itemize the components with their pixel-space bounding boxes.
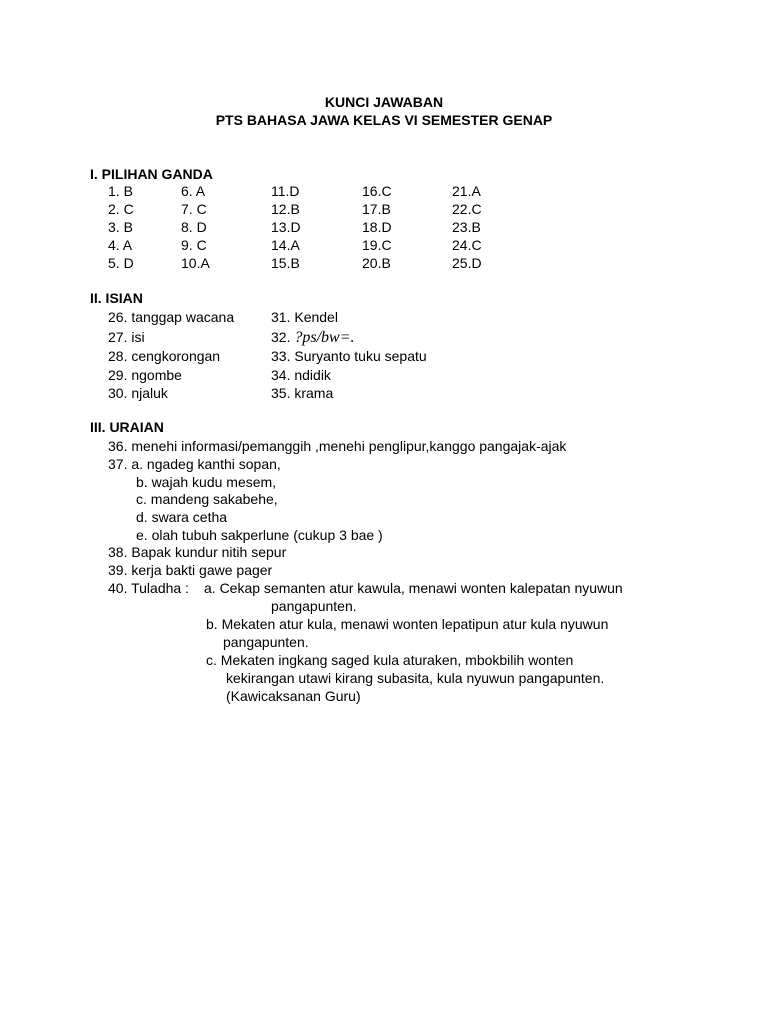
answer-item: 34. ndidik <box>271 367 331 383</box>
answer-40-b: b. Mekaten atur kula, menawi wonten lepatipun atur kula nyuwun <box>206 616 609 632</box>
answer-item: 10.A <box>181 255 210 271</box>
answer-item: 4. A <box>108 237 133 253</box>
answer-item: 11.D <box>271 183 300 199</box>
answer-item: 35. krama <box>271 385 334 401</box>
answer-subitem: b. wajah kudu mesem, <box>136 474 277 490</box>
answer-item-39: 39. kerja bakti gawe pager <box>108 562 273 578</box>
answer-item: 24.C <box>452 237 482 253</box>
answer-item: 25.D <box>452 255 482 271</box>
answer-item: 6. A <box>181 183 206 199</box>
answer-item: 26. tanggap wacana <box>108 309 235 325</box>
answer-item: 5. D <box>108 255 134 271</box>
answer-item-36: 36. menehi informasi/pemanggih ,menehi penglipur,kanggo pangajak-ajak <box>108 438 567 454</box>
answer-40-c: c. Mekaten ingkang saged kula aturaken, mbokbilih wonten <box>206 652 574 668</box>
answer-item: 30. njaluk <box>108 385 168 401</box>
answer-item: 28. cengkorongan <box>108 348 221 364</box>
section-heading-pilihan-ganda: I. PILIHAN GANDA <box>90 166 213 182</box>
answer-item-37: 37. a. ngadeg kanthi sopan, <box>108 456 281 472</box>
section-heading-uraian: III. URAIAN <box>90 419 164 435</box>
answer-subitem: c. mandeng sakabehe, <box>136 491 278 507</box>
answer-40-a-cont: pangapunten. <box>271 598 357 614</box>
answer-item-38: 38. Bapak kundur nitih sepur <box>108 544 287 560</box>
answer-item: 29. ngombe <box>108 367 182 383</box>
answer-40-c-note: (Kawicaksanan Guru) <box>226 688 361 704</box>
answer-40-b-cont: pangapunten. <box>223 634 309 650</box>
answer-item: 16.C <box>362 183 392 199</box>
answer-item: 31. Kendel <box>271 309 338 325</box>
answer-item: 18.D <box>362 219 392 235</box>
answer-subitem: d. swara cetha <box>136 509 228 525</box>
answer-40-c-cont: kekirangan utawi kirang subasita, kula nyuwun pangapunten. <box>226 670 605 686</box>
answer-subitem: e. olah tubuh sakperlune (cukup 3 bae ) <box>136 527 383 543</box>
answer-item: 15.B <box>271 255 300 271</box>
answer-number: 32. <box>271 329 291 345</box>
answer-item: 12.B <box>271 201 300 217</box>
answer-40-a: a. Cekap semanten atur kawula, menawi wonten kalepatan nyuwun <box>204 580 623 596</box>
answer-item: 17.B <box>362 201 391 217</box>
answer-item-32 <box>271 328 355 347</box>
answer-item: 1. B <box>108 183 133 199</box>
answer-item: 2. C <box>108 201 134 217</box>
answer-item: 22.C <box>452 201 482 217</box>
answer-item: 13.D <box>271 219 301 235</box>
answer-item: 8. D <box>181 219 207 235</box>
section-heading-isian: II. ISIAN <box>90 290 143 306</box>
answer-item: 23.B <box>452 219 481 235</box>
answer-item: 33. Suryanto tuku sepatu <box>271 348 427 364</box>
javanese-script-answer: ?ps/bw=. <box>294 329 355 346</box>
answer-item: 9. C <box>181 237 207 253</box>
page-subtitle: PTS BAHASA JAWA KELAS VI SEMESTER GENAP <box>215 112 553 128</box>
answer-item: 7. C <box>181 201 207 217</box>
answer-item-40-prefix: 40. Tuladha : <box>108 580 189 596</box>
page-title: KUNCI JAWABAN <box>324 94 444 110</box>
answer-item: 14.A <box>271 237 300 253</box>
answer-item: 27. isi <box>108 329 145 345</box>
answer-item: 19.C <box>362 237 392 253</box>
answer-item: 20.B <box>362 255 391 271</box>
answer-item: 3. B <box>108 219 133 235</box>
answer-item: 21.A <box>452 183 481 199</box>
